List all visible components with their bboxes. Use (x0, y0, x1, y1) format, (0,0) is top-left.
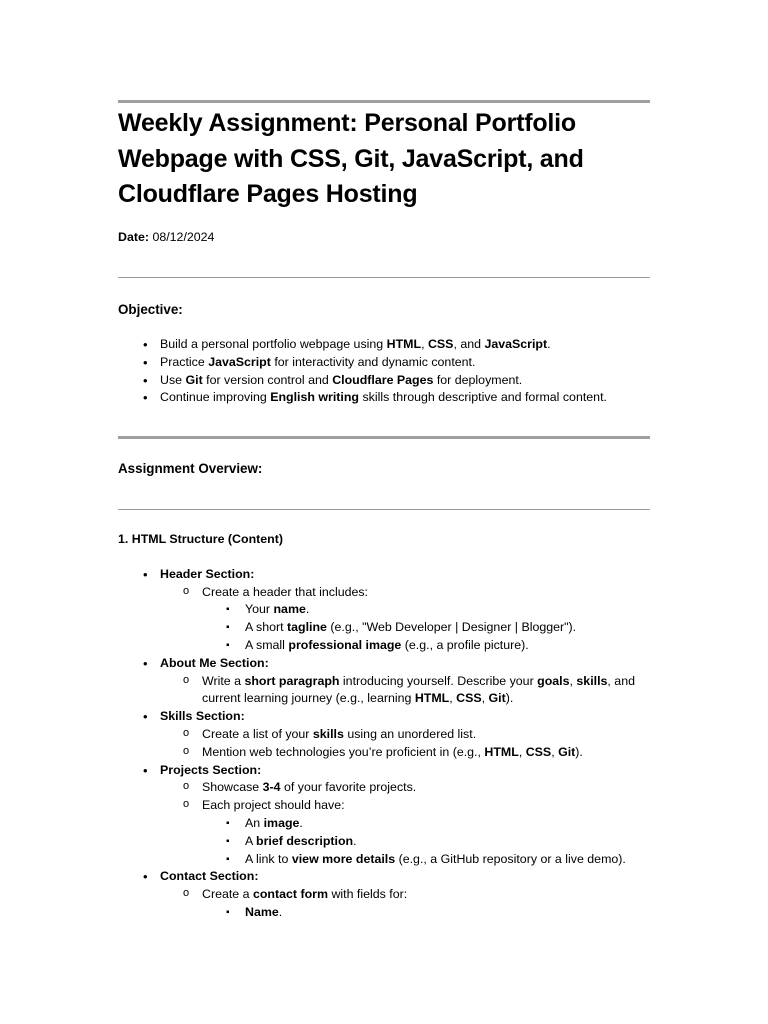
date-label: Date: (118, 230, 149, 244)
divider (118, 277, 650, 278)
objective-heading: Objective: (118, 302, 183, 317)
date-line (118, 229, 214, 247)
list-item: • Practice JavaScript for interactivity and dynamic content. (160, 354, 475, 372)
overview-heading: Assignment Overview: (118, 461, 263, 476)
divider (118, 509, 650, 510)
list-item: o Write a short paragraph introducing yourself. Describe your goals, skills, and (202, 673, 635, 691)
list-item: ▪ A short tagline (e.g., "Web Developer | Designer | Blogger"). (245, 619, 576, 637)
list-item: o Create a header that includes: (202, 584, 368, 602)
list-item: ▪ An image. (245, 815, 303, 833)
list-item: • Contact Section: (160, 868, 258, 886)
list-item: ▪ A small professional image (e.g., a profile picture). (245, 637, 529, 655)
list-item: • Use Git for version control and Cloudflare Pages for deployment. (160, 372, 522, 390)
divider (118, 436, 650, 439)
list-item: • Continue improving English writing skills through descriptive and formal content. (160, 389, 607, 407)
list-item: o Create a contact form with fields for: (202, 886, 407, 904)
list-item: o Each project should have: (202, 797, 345, 815)
list-item: • Projects Section: (160, 762, 261, 780)
list-item: ▪ Your name. (245, 601, 309, 619)
list-item: • Build a personal portfolio webpage using HTML, CSS, and JavaScript. (160, 336, 551, 354)
list-item: o Mention web technologies you’re proficient in (e.g., HTML, CSS, Git). (202, 744, 583, 762)
page-title: Weekly Assignment: Personal Portfolio Webpage with CSS, Git, JavaScript, and Cloudflare Pages Hosting (118, 109, 584, 208)
list-item: ▪ A link to view more details (e.g., a GitHub repository or a live demo). (245, 851, 626, 869)
list-item-continued: current learning journey (e.g., learning HTML, CSS, Git). (202, 691, 514, 705)
list-item: • Skills Section: (160, 708, 245, 726)
list-item: ▪ Name. (245, 904, 282, 922)
list-item: o Create a list of your skills using an unordered list. (202, 726, 476, 744)
date-value: 08/12/2024 (152, 230, 215, 244)
list-item: o Showcase 3-4 of your favorite projects. (202, 779, 416, 797)
list-item: • About Me Section: (160, 655, 269, 673)
list-item: • Header Section: (160, 566, 254, 584)
list-item: ▪ A brief description. (245, 833, 357, 851)
top-divider (118, 100, 650, 103)
section1-heading: 1. HTML Structure (Content) (118, 532, 283, 546)
